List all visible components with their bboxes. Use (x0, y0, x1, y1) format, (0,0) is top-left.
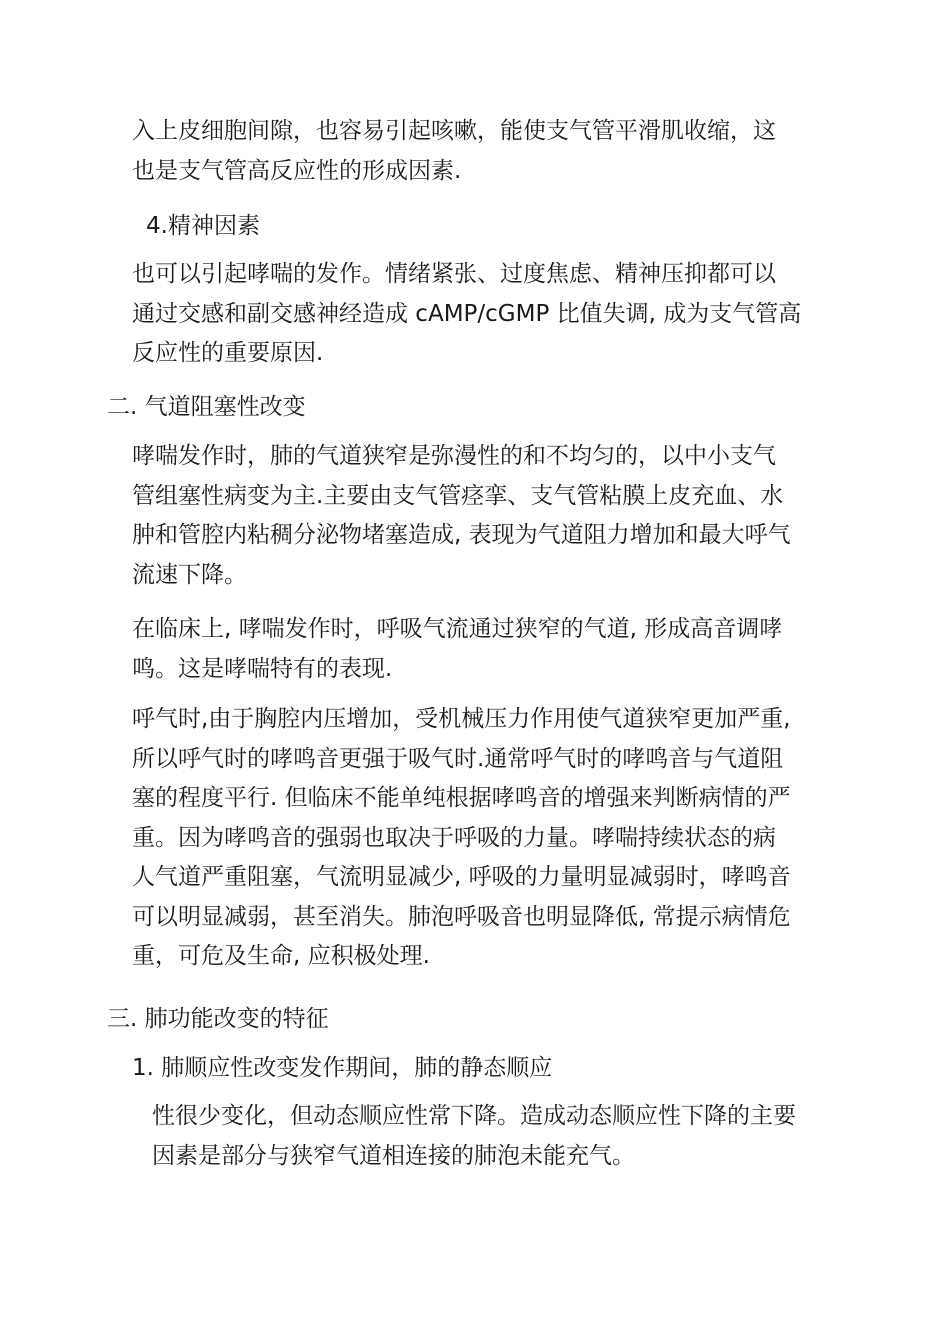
text-line: 重。因为哮鸣音的强弱也取决于呼吸的力量。哮喘持续状态的病 (132, 824, 776, 851)
paragraph-clinical-wheeze (132, 610, 782, 689)
text-line: 管组塞性病变为主.主要由支气管痉挛、支气管粘膜上皮充血、水 (132, 482, 784, 509)
paragraph-compliance (152, 1097, 796, 1176)
heading-lung-function: 三. 肺功能改变的特征 (107, 1006, 329, 1032)
text-line: 所以呼气时的哮鸣音更强于吸气时.通常呼气时的哮鸣音与气道阻 (132, 745, 784, 772)
text-line: 呼气时,由于胸腔内压增加，受机械压力作用使气道狭窄更加严重, (132, 706, 791, 732)
paragraph-expiration (132, 700, 791, 977)
paragraph-epithelium (132, 112, 776, 191)
text-line: 哮喘发作时，肺的气道狭窄是弥漫性的和不均匀的，以中小支气 (132, 443, 776, 469)
heading-airway-obstruction: 二. 气道阻塞性改变 (107, 394, 306, 420)
paragraph-airway-narrowing (132, 437, 791, 595)
paragraph-mental-factors (132, 255, 801, 374)
text-line: 也可以引起哮喘的发作。情绪紧张、过度焦虑、精神压抑都可以 (132, 261, 776, 287)
text-line: 在临床上, 哮喘发作时，呼吸气流通过狭窄的气道, 形成高音调哮 (132, 616, 783, 642)
text-line: 肿和管腔内粘稠分泌物堵塞造成, 表现为气道阻力增加和最大呼气 (132, 522, 791, 548)
text-line: 重，可危及生命, 应积极处理. (132, 943, 430, 969)
text-line: 因素是部分与狭窄气道相连接的肺泡未能充气。 (152, 1142, 635, 1169)
heading-mental-factors: 4.精神因素 (146, 213, 260, 239)
text-line: 也是支气管高反应性的形成因素. (132, 157, 462, 184)
text-line: 通过交感和副交感神经造成 cAMP/cGMP 比值失调, 成为支气管高 (132, 300, 802, 327)
text-line: 鸣。这是哮喘特有的表现. (132, 655, 393, 682)
text-line: 反应性的重要原因. (132, 340, 324, 366)
text-line: 入上皮细胞间隙，也容易引起咳嗽，能使支气管平滑肌收缩，这 (132, 118, 776, 144)
text-line: 人气道严重阻塞，气流明显减少, 呼吸的力量明显减弱时，哮鸣音 (132, 864, 791, 890)
text-line: 可以明显减弱，甚至消失。肺泡呼吸音也明显降低, 常提示病情危 (132, 903, 791, 930)
text-line: 流速下降。 (132, 561, 247, 588)
text-line: 性很少变化，但动态顺应性常下降。造成动态顺应性下降的主要 (152, 1103, 796, 1129)
heading-lung-compliance: 1. 肺顺应性改变发作期间，肺的静态顺应 (132, 1055, 553, 1081)
text-line: 塞的程度平行. 但临床不能单纯根据哮鸣音的增强来判断病情的严 (132, 785, 791, 811)
